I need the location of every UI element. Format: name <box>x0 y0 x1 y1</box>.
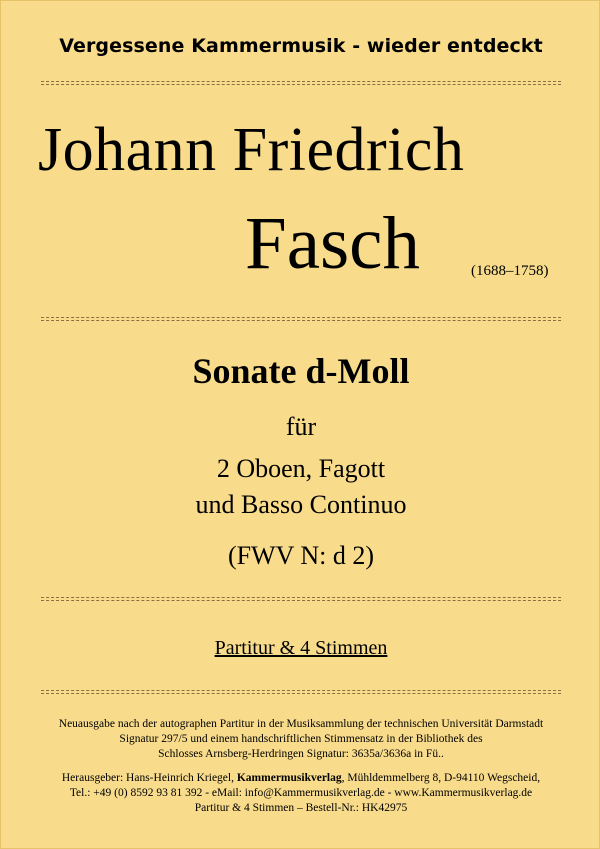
publisher-line <box>1 771 600 786</box>
source-note-line: Neuausgabe nach der autographen Partitur in der Musiksammlung der technischen Universität Darmstadt <box>58 718 544 730</box>
publisher-info <box>1 771 600 816</box>
work-for: für <box>285 412 317 441</box>
publisher-prefix: Herausgeber: Hans-Heinrich Kriegel, <box>61 772 237 784</box>
source-note-line: Schlosses Arnsberg-Herdringen Signatur: 3635a/3636a in Fü.. <box>158 748 444 760</box>
work-divider <box>41 597 561 601</box>
composer-divider <box>41 317 561 321</box>
edition-divider <box>41 690 561 694</box>
work-catalog-number: (FWV N: d 2) <box>227 541 375 570</box>
publisher-address: , Mühldemmelberg 8, D-94110 Wegscheid, <box>341 772 541 784</box>
publisher-name: Kammermusikverlag <box>236 772 342 784</box>
series-title: Vergessene Kammermusik - wieder entdeckt <box>59 35 543 57</box>
order-number: Partitur & 4 Stimmen – Bestell-Nr.: HK42975 <box>194 802 408 814</box>
composer-first-names: Johann Friedrich <box>38 116 465 184</box>
source-note <box>1 717 600 762</box>
edition-label: Partitur & 4 Stimmen <box>214 637 388 659</box>
top-divider <box>41 81 561 85</box>
publisher-contact: Tel.: +49 (0) 8592 93 81 392 - eMail: info@Kammermusikverlag.de - www.Kammermusikverlag.de <box>69 787 533 799</box>
work-instruments-line-2: und Basso Continuo <box>195 490 407 519</box>
work-title: Sonate d-Moll <box>192 351 410 391</box>
composer-surname: Fasch <box>245 202 420 285</box>
work-instruments-line-1: 2 Oboen, Fagott <box>216 454 386 483</box>
source-note-line: Signatur 297/5 und einem handschriftlichen Stimmensatz in der Bibliothek des <box>119 733 483 745</box>
composer-dates: (1688–1758) <box>471 263 549 279</box>
